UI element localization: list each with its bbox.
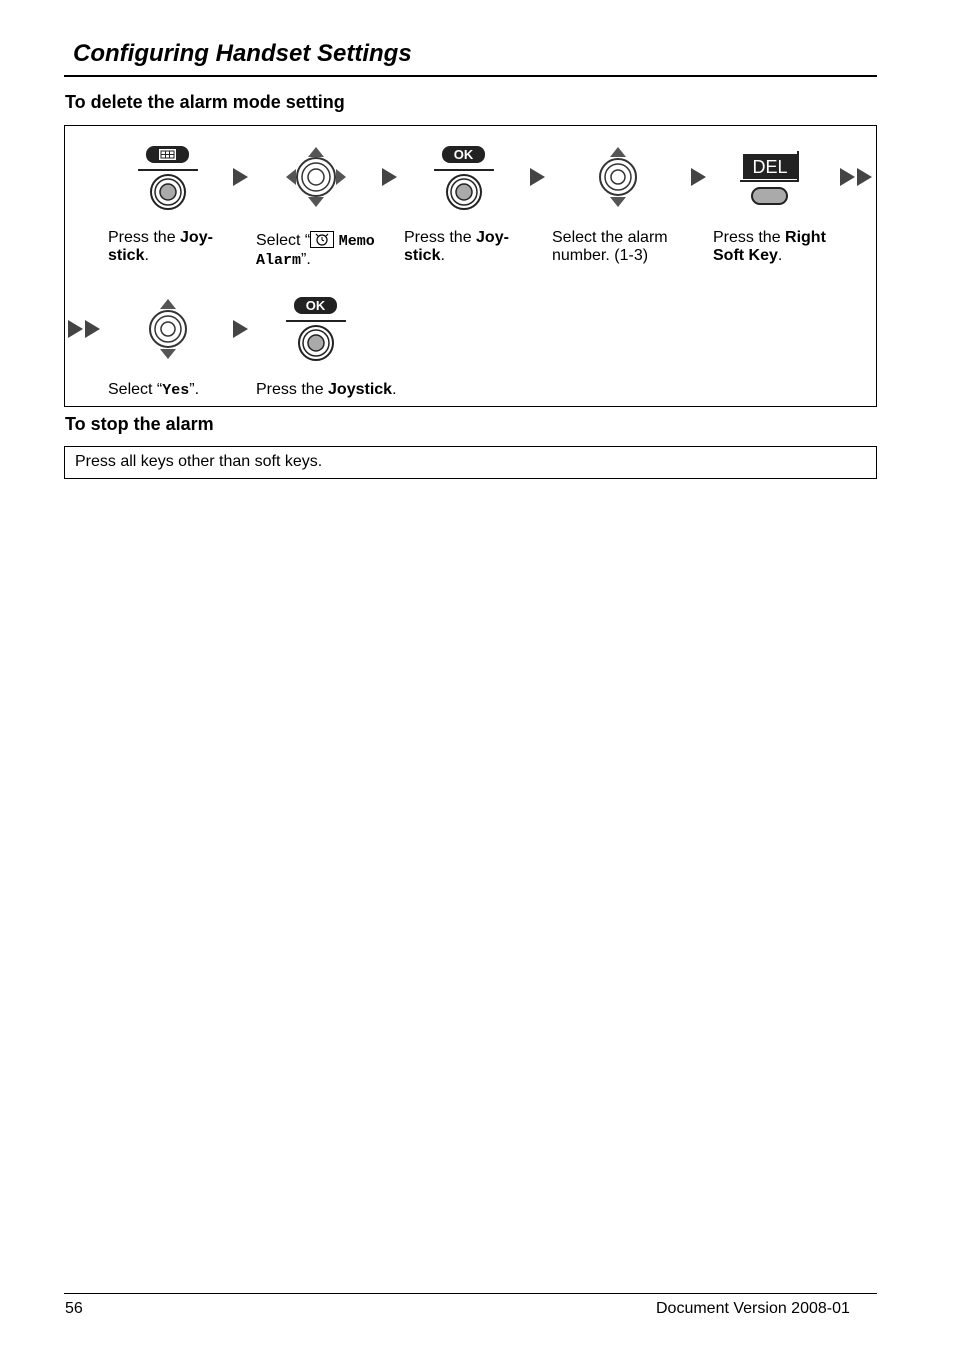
step-5-text: Press the Right Soft Key. [713,229,826,264]
header-rule [64,75,877,77]
ok-label: OK [305,298,326,313]
joystick-menu-press-icon [135,143,201,213]
document-version: Document Version 2008-01 [656,1300,850,1317]
procedure-box [64,125,877,407]
step-3-text: Press the Joy- stick. [404,229,509,264]
joystick-ok-press-icon [431,143,497,213]
page-title: Configuring Handset Settings [73,40,412,67]
joystick-updown-icon [144,298,192,360]
step-2-text: Select “ Memo Alarm”. [256,232,375,269]
joystick-4way-icon [285,146,347,208]
stop-alarm-text: Press all keys other than soft keys. [75,453,323,470]
del-label: DEL [752,157,788,177]
step-7-text: Press the Joystick. [256,381,397,398]
section-heading-stop: To stop the alarm [65,414,214,434]
arrow-right-icon [233,320,249,338]
double-arrow-right-icon [68,320,102,338]
joystick-ok-press-icon [283,294,349,364]
double-arrow-right-icon [840,168,874,186]
step-1-text: Press the Joy- stick. [108,229,213,264]
arrow-right-icon [233,168,249,186]
step-4-text: Select the alarm number. (1-3) [552,229,668,264]
section-heading-delete: To delete the alarm mode setting [65,92,345,112]
footer-rule [64,1293,877,1294]
alarm-clock-icon [310,231,334,248]
stop-alarm-box [64,446,877,479]
right-soft-key-icon [739,148,803,208]
ok-label: OK [453,147,474,162]
page-number: 56 [65,1300,83,1317]
arrow-right-icon [530,168,546,186]
arrow-right-icon [691,168,707,186]
step-6-text: Select “Yes”. [108,381,200,399]
arrow-right-icon [382,168,398,186]
joystick-updown-icon [594,146,642,208]
